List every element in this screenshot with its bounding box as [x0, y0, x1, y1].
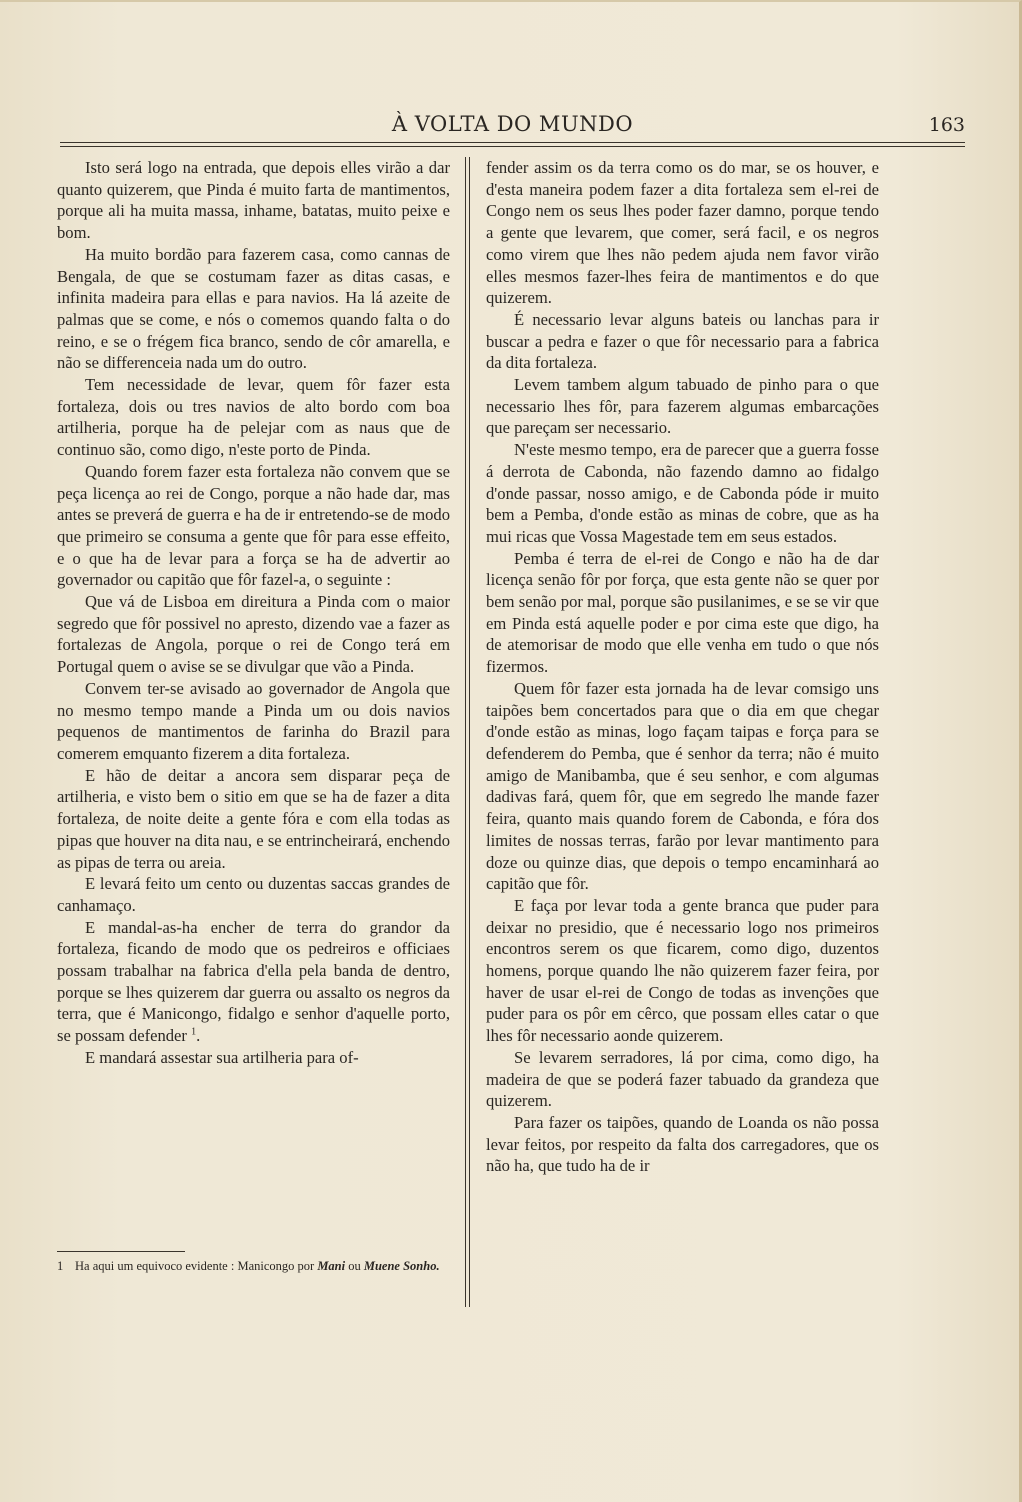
footnote-term: Muene Sonho.	[363, 1259, 440, 1273]
paragraph: N'este mesmo tempo, era de parecer que a guerra fosse á derrota de Cabonda, não fazendo damno ao fidalgo d'onde passar, nosso amigo, e de Cabonda póde ir muito bem a Pemba, d'onde estão as minas de cobre, que as ha mui ricas que Vossa Magestade tem em seus estados.	[486, 440, 879, 546]
running-header	[60, 112, 965, 140]
header-rule-top	[60, 142, 965, 143]
paragraph: E hão de deitar a ancora sem disparar peça de artilheria, e visto bem o sitio em que se ha de fazer a dita fortaleza, de noite deite a gente fóra e com ella todas as pipas que houver na dita nau, e se entrincheirará, enchendo as pipas de terra ou areia.	[57, 765, 450, 872]
running-title: À VOLTA DO MUNDO	[391, 112, 634, 136]
paragraph: E levará feito um cento ou duzentas saccas grandes de canhamaço.	[57, 874, 450, 915]
paragraph: E faça por levar toda a gente branca que puder para deixar no presidio, que é necessario logo nos primeiros encontros serem os que ficarem, como digo, duzentos homens, porque quando lhe não quizerem fazer feira, por haver de usar el-rei de Congo de todas as invenções que puder para os pôr em cêrco, que possam elles catar o que lhes fôr necessario aonde quizerem.	[486, 895, 879, 1046]
paragraph: É necessario levar alguns bateis ou lanchas para ir buscar a pedra e fazer o que fôr necessario para a fabrica da dita fortaleza.	[486, 309, 879, 373]
paragraph: Ha muito bordão para fazerem casa, como cannas de Bengala, de que se costumam fazer as ditas casas, e infinita madeira para ellas e para navios. Ha lá azeite de palmas que se come, e nós o comemos quando falta o do reino, e se o frégem fica branco, sendo de côr amarella, e não se differenceia nada um do outro.	[57, 244, 450, 373]
right-column	[486, 157, 879, 1177]
footnote-connector: ou	[348, 1259, 361, 1273]
page-number: 163	[928, 114, 965, 136]
column-divider-right	[469, 157, 470, 1307]
paragraph: Se levarem serradores, lá por cima, como digo, ha madeira de que se poderá fazer tabuado da grandeza que quizerem.	[486, 1047, 879, 1111]
paragraph: Levem tambem algum tabuado de pinho para o que necessario lhes fôr, para fazerem algumas embarcações que pareçam ser necessario.	[486, 375, 879, 438]
paragraph: Pemba é terra de el-rei de Congo e não ha de dar licença senão fôr por força, que esta gente não se quer por bem senão por mal, porque são pusilanimes, e se se vir que em Pinda está aquelle poder e por cima este que digo, ha de atemorisar de modo que elle venha em tudo o que nós fizermos.	[486, 548, 879, 677]
paragraph: Convem ter-se avisado ao governador de Angola que no mesmo tempo mande a Pinda um ou dois navios pequenos de mantimentos de farinha do Brazil para comerem emquanto fizerem a dita fortaleza.	[57, 678, 450, 763]
footnote-term: Mani	[317, 1259, 346, 1273]
left-column	[57, 157, 450, 1069]
header-rule-bottom	[60, 146, 965, 147]
footnote-rule	[57, 1251, 185, 1252]
paragraph-continuation: fender assim os da terra como os do mar, se os houver, e d'esta maneira podem fazer a dita fortaleza sem el-rei de Congo nem os seus lhes poder fazer damno, porque tendo a gente que levarem, que comer, será facil, e os negros como virem que lhes não pedem ajuda nem favor virão elles mesmos fazer-lhes feira de mantimentos e do que quizerem.	[486, 158, 879, 308]
footnote	[57, 1258, 457, 1275]
column-divider-left	[465, 157, 466, 1307]
paragraph-text: E mandal-as-ha encher de terra do grandor da fortaleza, ficando de modo que os pedreiros e officiaes possam trabalhar na fabrica d'ella pela banda de dentro, porque se lhes quizerem dar guerra ou assalto os negros da terra, que é Manicongo, fidalgo e senhor d'aquelle porto, se possam defender	[57, 917, 450, 1046]
paragraph: Para fazer os taipões, quando de Loanda os não possa levar feitos, por respeito da falta dos carregadores, que os não ha, que tudo ha de ir	[486, 1112, 879, 1176]
footnote-number: 1	[57, 1259, 64, 1273]
paragraph: E mandará assestar sua artilheria para of-	[85, 1047, 359, 1067]
paragraph: Tem necessidade de levar, quem fôr fazer esta fortaleza, dois ou tres navios de alto bordo com boa artilheria, porque ha de pelejar com as naus que de continuo são, como digo, n'este porto de Pinda.	[57, 375, 450, 460]
footnote-text: Ha aqui um equivoco evidente : Manicongo por	[75, 1259, 315, 1273]
paragraph: Quem fôr fazer esta jornada ha de levar comsigo uns taipões bem concertados para que o dia em que chegar d'onde estão as minas, logo façam taipas e força para se defenderem do Pemba, que é senhor da terra; não é muito amigo de Manibamba, que é seu senhor, e com algumas dadivas fará, quem fôr, que em segredo lhe mande fazer feira, quanto mais quando forem de Cabonda, e fóra dos limites de nossas terras, farão por levar mantimento para doze ou quinze dias, que depois o tempo encaminhará ao capitão que fôr.	[486, 678, 879, 894]
paragraph: Quando forem fazer esta fortaleza não convem que se peça licença ao rei de Congo, porque a não hade dar, mas antes se preverá de guerra e ha de ir entretendo-se de modo que primeiro se consuma a gente que fôr para esse effeito, e o que ha de levar para a força se ha de advertir ao governador ou capitão que fôr fazel-a, o seguinte :	[57, 461, 450, 590]
footnote-reference[interactable]: 1	[191, 1026, 197, 1038]
paragraph: E mandal-as-ha encher de terra do grandor da fortaleza, ficando de modo que os pedreiros e officiaes possam trabalhar na fabrica d'ella pela banda de dentro, porque se lhes quizerem dar guerra ou assalto os negros da terra, que é Manicongo, fidalgo e senhor d'aquelle porto, se possam defender $^1$.	[57, 917, 450, 1046]
paragraph: Que vá de Lisboa em direitura a Pinda com o maior segredo que fôr possivel no apresto, dizendo vae a fazer as fortalezas de Angola, porque o rei de Congo terá em Portugal quem o avise se se divulgar que vão a Pinda.	[57, 592, 450, 677]
paragraph: Isto será logo na entrada, que depois elles virão a dar quanto quizerem, que Pinda é muito farta de mantimentos, porque ali ha muita massa, inhame, batatas, muito peixe e bom.	[57, 158, 450, 243]
